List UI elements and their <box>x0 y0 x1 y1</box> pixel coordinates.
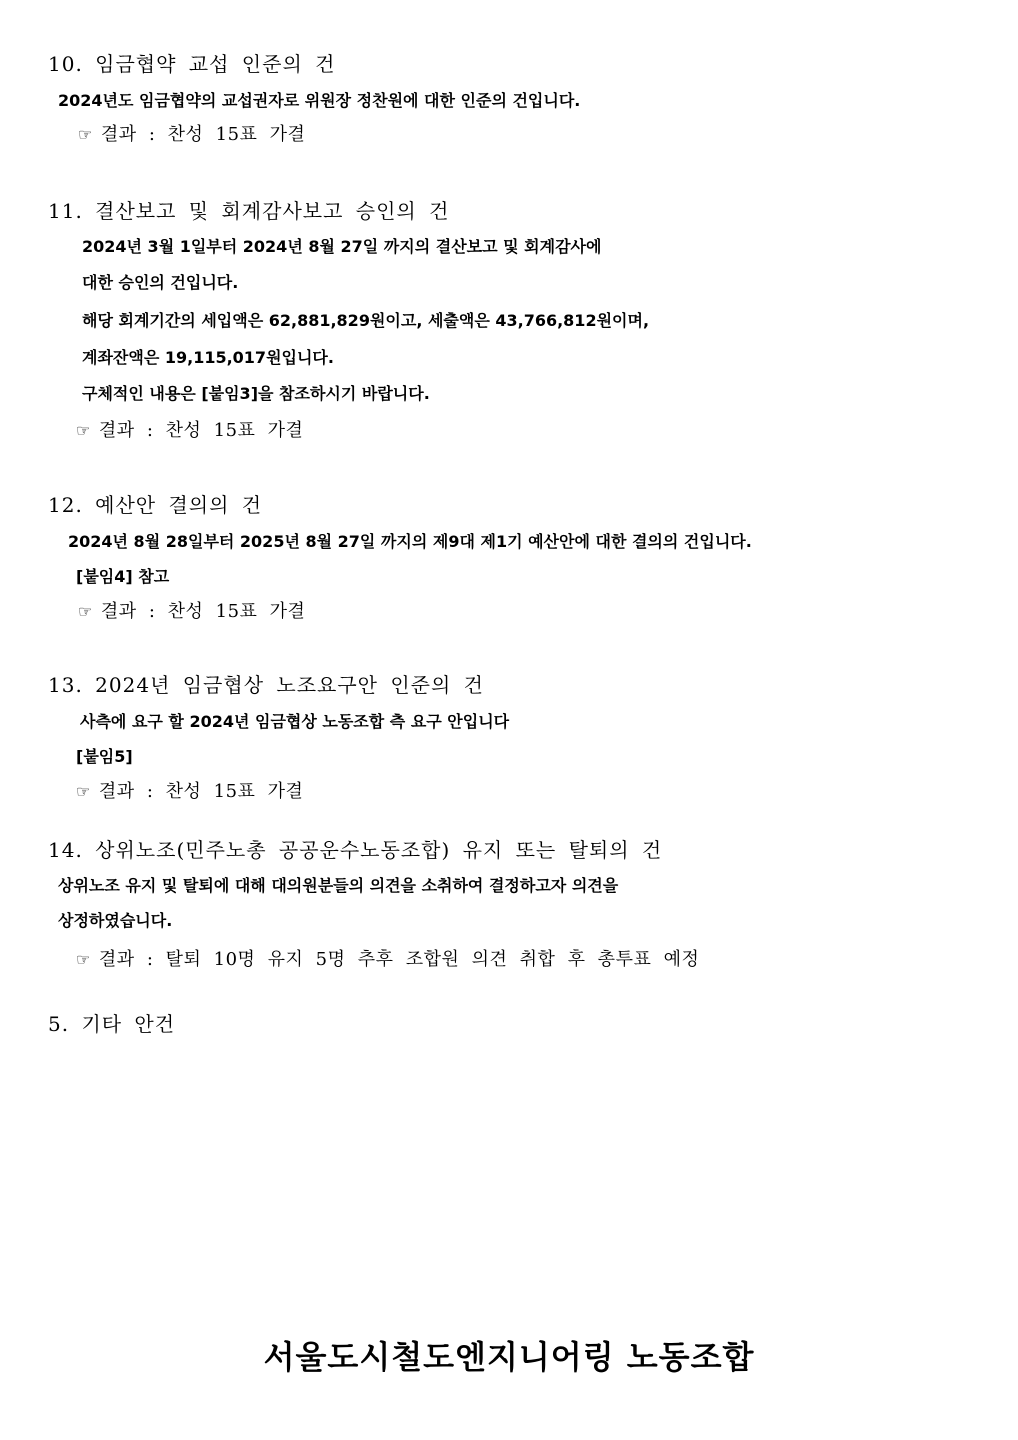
agenda-result-10 <box>78 120 305 146</box>
union-name-footer: 서울도시철도엔지니어링 노동조합 <box>263 1338 755 1376</box>
agenda-heading-12: 12. 예산안 결의의 건 <box>48 493 263 517</box>
agenda-result-10-text: 결과 : 찬성 15표 가결 <box>100 124 306 145</box>
pointing-hand-icon: ☞ <box>76 782 91 801</box>
pointing-hand-icon: ☞ <box>78 602 93 621</box>
agenda-result-13 <box>76 777 303 803</box>
agenda-heading-other: 5. 기타 안건 <box>48 1012 176 1036</box>
agenda-result-14 <box>76 945 699 971</box>
agenda-heading-14: 14. 상위노조(민주노총 공공운수노동조합) 유지 또는 탈퇴의 건 <box>48 838 663 862</box>
agenda-body-11-line-5: 구체적인 내용은 [붙임3]을 참조하시기 바랍니다. <box>82 384 430 403</box>
agenda-result-11-text: 결과 : 찬성 15표 가결 <box>98 420 304 441</box>
agenda-body-13-line-2: [붙임5] <box>76 747 133 766</box>
agenda-body-11-line-3: 해당 회계기간의 세입액은 62,881,829원이고, 세출액은 43,766,812원이며, <box>82 311 650 330</box>
agenda-body-10-line-1: 2024년도 임금협약의 교섭권자로 위원장 정찬원에 대한 인준의 건입니다. <box>58 91 581 110</box>
agenda-body-14-line-1: 상위노조 유지 및 탈퇴에 대해 대의원분들의 의견을 소취하여 결정하고자 의견을 <box>58 876 619 895</box>
agenda-result-13-text: 결과 : 찬성 15표 가결 <box>98 781 304 802</box>
agenda-heading-10: 10. 임금협약 교섭 인준의 건 <box>48 52 336 76</box>
agenda-result-11 <box>76 416 303 442</box>
agenda-result-12 <box>78 597 305 623</box>
agenda-result-14-text: 결과 : 탈퇴 10명 유지 5명 추후 조합원 의견 취합 후 총투표 예정 <box>98 949 700 970</box>
agenda-body-12-line-2: [붙임4] 참고 <box>76 567 170 586</box>
agenda-body-11-line-4: 계좌잔액은 19,115,017원입니다. <box>82 348 334 367</box>
agenda-heading-11: 11. 결산보고 및 회계감사보고 승인의 건 <box>48 199 450 223</box>
pointing-hand-icon: ☞ <box>76 950 91 969</box>
pointing-hand-icon: ☞ <box>76 421 91 440</box>
agenda-body-12-line-1: 2024년 8월 28일부터 2025년 8월 27일 까지의 제9대 제1기 예산안에 대한 결의의 건입니다. <box>68 532 752 551</box>
agenda-body-14-line-2: 상정하였습니다. <box>58 911 173 930</box>
agenda-heading-13: 13. 2024년 임금협상 노조요구안 인준의 건 <box>48 673 484 697</box>
pointing-hand-icon: ☞ <box>78 125 93 144</box>
agenda-body-13-line-1: 사측에 요구 할 2024년 임금협상 노동조합 측 요구 안입니다 <box>80 712 510 731</box>
agenda-body-11-line-1: 2024년 3월 1일부터 2024년 8월 27일 까지의 결산보고 및 회계감사에 <box>82 237 602 256</box>
agenda-result-12-text: 결과 : 찬성 15표 가결 <box>100 601 306 622</box>
agenda-body-11-line-2: 대한 승인의 건입니다. <box>82 273 239 292</box>
